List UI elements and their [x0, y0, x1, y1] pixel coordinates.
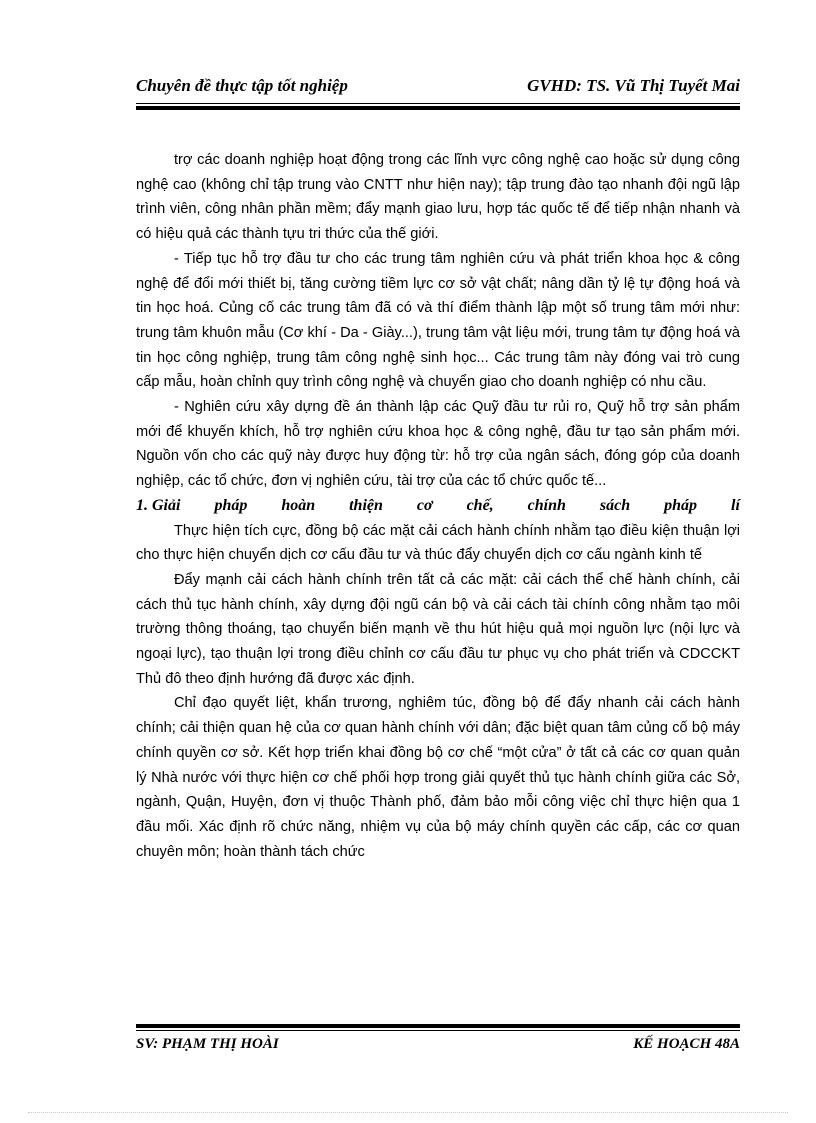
heading-word: sách [599, 496, 631, 514]
heading-word: pháp [664, 496, 698, 514]
body-text [136, 148, 740, 864]
header-rule-thin [136, 103, 740, 104]
footer-class: KẾ HOẠCH 48A [633, 1036, 740, 1052]
paragraph: Đẩy mạnh cải cách hành chính trên tất cả các mặt: cải cách thể chế hành chính, cải cách thủ tục hành chính, xây dựng đội ngũ cán bộ và cải cách tài chính công nhằm tạo môi trường thông thoáng, tạo chuyển biến mạnh về thu hút hiệu quả mọi nguồn lực (nội lực và ngoại lực), tạo thuận lợi trong điều chỉnh cơ cấu đầu tư phục vụ cho phát triển và CDCCKT Thủ đô theo định hướng đã được xác định. [136, 571, 740, 687]
paragraph: trợ các doanh nghiệp hoạt động trong các lĩnh vực công nghệ cao hoặc sử dụng công nghệ cao (không chỉ tập trung vào CNTT như hiện nay); tập trung đào tạo nhanh đội ngũ lập trình viên, công nhân phần mềm; đẩy mạnh giao lưu, hợp tác quốc tế để tiếp nhận nhanh và có hiệu quả các thành tựu tri thức của thế giới. [136, 152, 740, 243]
paragraph: - Nghiên cứu xây dựng đề án thành lập các Quỹ đầu tư rủi ro, Quỹ hỗ trợ sản phẩm mới để khuyến khích, hỗ trợ nghiên cứu khoa học & công nghệ, đầu tư tạo sản phẩm mới. Nguồn vốn cho các quỹ này được huy động từ: hỗ trợ của ngân sách, đóng góp của doanh nghiệp, các tổ chức, đơn vị nghiên cứu, tài trợ của các tổ chức quốc tế... [136, 399, 740, 490]
header-rule-thick [136, 106, 740, 110]
heading-word: pháp [214, 496, 248, 514]
heading-word: chính [527, 496, 566, 514]
page-edge-dots [28, 1112, 788, 1113]
header-advisor: GVHD: TS. Vũ Thị Tuyết Mai [527, 76, 740, 95]
heading-word: 1. Giải [136, 496, 181, 514]
paragraph: Thực hiện tích cực, đồng bộ các mặt cải cách hành chính nhằm tạo điều kiện thuận lợi cho thực hiện chuyển dịch cơ cấu đầu tư và thúc đẩy chuyển dịch cơ cấu ngành kinh tế [136, 522, 740, 564]
footer-rule-thick [136, 1024, 740, 1028]
heading-word: hoàn [281, 496, 316, 514]
heading-word: lí [731, 496, 740, 514]
footer-student: SV: PHẠM THỊ HOÀI [136, 1036, 279, 1052]
header-title: Chuyên đề thực tập tốt nghiệp [136, 76, 348, 95]
page-footer [136, 1036, 740, 1060]
heading-word: cơ [416, 496, 433, 514]
paragraph: - Tiếp tục hỗ trợ đầu tư cho các trung tâm nghiên cứu và phát triển khoa học & công nghệ để đổi mới thiết bị, tăng cường tiềm lực cơ sở vật chất; nâng dần tỷ lệ tự động hoá và tin học hoá. Củng cố các trung tâm đã có và thí điểm thành lập một số trung tâm mới như: trung tâm khuôn mẫu (Cơ khí - Da - Giày...), trung tâm vật liệu mới, trung tâm tự động hoá và tin học công nghiệp, trung tâm công nghệ sinh học... Các trung tâm này đóng vai trò cung cấp mẫu, hoàn chỉnh quy trình công nghệ và chuyển giao cho doanh nghiệp có nhu cầu. [136, 250, 740, 391]
section-heading [136, 494, 740, 519]
heading-word: chế, [466, 496, 494, 514]
paragraph: Chỉ đạo quyết liệt, khẩn trương, nghiêm túc, đồng bộ để đẩy nhanh cải cách hành chính; cải thiện quan hệ của cơ quan hành chính với dân; đặc biệt quan tâm củng cố bộ máy chính quyền cơ sở. Kết hợp triển khai đồng bộ cơ chế “một cửa” ở tất cả các cơ quan quản lý Nhà nước với thực hiện cơ chế phối hợp trong giải quyết thủ tục hành chính giữa các Sở, ngành, Quận, Huyện, đơn vị thuộc Thành phố, đảm bảo mỗi công việc chỉ thực hiện qua 1 đầu mối. Xác định rõ chức năng, nhiệm vụ của bộ máy chính quyền các cấp, các cơ quan chuyên môn; hoàn thành tách chức [136, 695, 740, 860]
footer-rule-thin [136, 1030, 740, 1031]
page-header [136, 72, 740, 100]
heading-word: thiện [349, 496, 383, 514]
